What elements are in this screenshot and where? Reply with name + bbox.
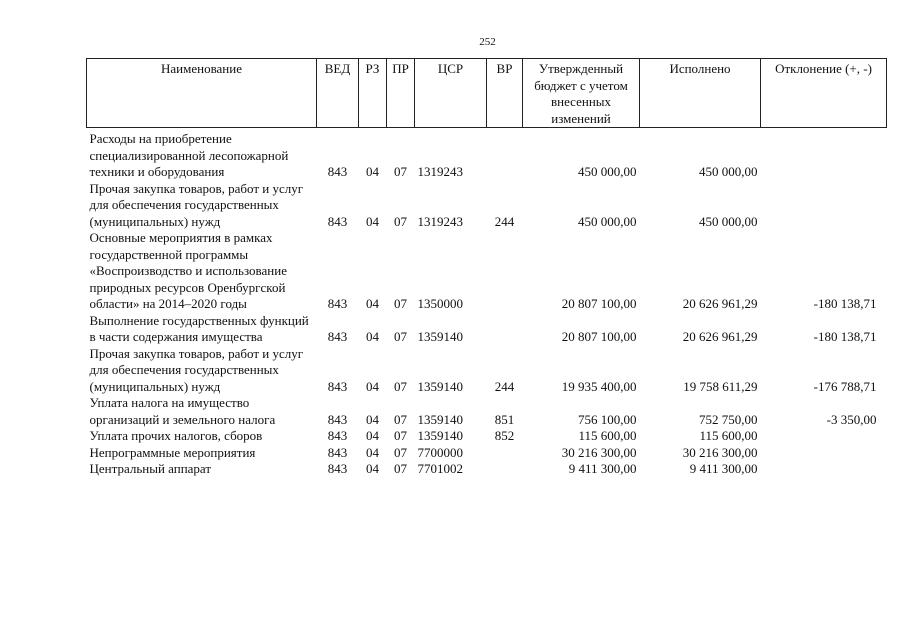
cell-rz: 04 <box>366 428 379 443</box>
cell-pr: 07 <box>394 329 407 344</box>
table-row <box>87 461 887 478</box>
cell-executed: 30 216 300,00 <box>682 444 758 460</box>
cell-rz: 04 <box>366 461 379 476</box>
cell-rz: 04 <box>366 329 379 344</box>
cell-rz: 04 <box>366 444 379 460</box>
header-approved: Утвержденный бюджет с учетом внесенных изменений <box>523 59 640 128</box>
cell-pr: 07 <box>394 378 407 394</box>
cell-ved: 843 <box>327 428 348 443</box>
cell-name: Центральный аппарат <box>89 461 212 476</box>
cell-executed: 450 000,00 <box>699 213 758 229</box>
cell-pr: 07 <box>394 428 407 443</box>
cell-executed: 20 626 961,29 <box>682 329 758 344</box>
table-row <box>87 445 887 462</box>
cell-vr <box>487 128 523 181</box>
table-row <box>87 346 887 396</box>
cell-csr: 1359140 <box>417 411 463 427</box>
cell-ved: 843 <box>327 213 348 229</box>
cell-name: Основные мероприятия в рамках государственной программы «Воспроизводство и использование природных ресурсов Оренбургской области» на 2014–2020 годы <box>89 230 287 311</box>
cell-name: Непрограммные мероприятия <box>89 444 256 460</box>
header-deviation: Отклонение (+, -) <box>761 59 887 128</box>
cell-deviation <box>761 428 887 445</box>
cell-deviation: -180 138,71 <box>813 296 877 311</box>
cell-vr: 852 <box>494 428 515 443</box>
cell-rz: 04 <box>366 213 379 229</box>
cell-executed: 20 626 961,29 <box>682 296 758 311</box>
cell-name: Выполнение государственных функций в части содержания имущества <box>89 312 309 344</box>
cell-approved: 20 807 100,00 <box>561 296 637 311</box>
table-row <box>87 313 887 346</box>
cell-csr: 1319243 <box>417 164 463 179</box>
cell-csr: 1359140 <box>417 428 463 443</box>
cell-pr: 07 <box>394 296 407 311</box>
cell-ved: 843 <box>327 378 348 394</box>
table-header-row <box>87 59 887 128</box>
cell-name: Прочая закупка товаров, работ и услуг для обеспечения государственных (муниципальных) нужд <box>89 180 304 229</box>
cell-executed: 9 411 300,00 <box>689 461 758 476</box>
cell-deviation <box>761 445 887 462</box>
cell-rz: 04 <box>366 296 379 311</box>
cell-approved: 9 411 300,00 <box>568 461 637 476</box>
cell-name: Прочая закупка товаров, работ и услуг для обеспечения государственных (муниципальных) нужд <box>89 345 304 394</box>
table-row <box>87 181 887 231</box>
cell-vr: 244 <box>494 378 515 394</box>
cell-rz: 04 <box>366 378 379 394</box>
cell-executed: 115 600,00 <box>699 428 758 443</box>
cell-csr: 1350000 <box>417 296 463 311</box>
cell-ved: 843 <box>327 461 348 476</box>
cell-vr <box>487 313 523 346</box>
cell-ved: 843 <box>327 444 348 460</box>
cell-pr: 07 <box>394 213 407 229</box>
cell-ved: 843 <box>327 411 348 427</box>
cell-vr: 851 <box>494 411 515 427</box>
header-csr: ЦСР <box>415 59 487 128</box>
cell-approved: 756 100,00 <box>578 411 637 427</box>
table-row <box>87 230 887 313</box>
cell-executed: 752 750,00 <box>699 411 758 427</box>
cell-vr <box>487 461 523 478</box>
cell-vr <box>487 445 523 462</box>
cell-pr: 07 <box>394 444 407 460</box>
cell-ved: 843 <box>327 296 348 311</box>
cell-pr: 07 <box>394 461 407 476</box>
cell-csr: 1359140 <box>417 329 463 344</box>
cell-ved: 843 <box>327 164 348 179</box>
cell-csr: 7701002 <box>417 461 463 476</box>
cell-deviation: -180 138,71 <box>813 329 877 344</box>
page-number: 252 <box>479 36 496 48</box>
table-row <box>87 128 887 181</box>
cell-rz: 04 <box>366 411 379 427</box>
cell-deviation <box>761 181 887 231</box>
cell-deviation <box>761 128 887 181</box>
header-vr: ВР <box>487 59 523 128</box>
cell-csr: 7700000 <box>417 444 463 460</box>
cell-pr: 07 <box>394 411 407 427</box>
cell-approved: 30 216 300,00 <box>561 444 637 460</box>
cell-executed: 19 758 611,29 <box>683 378 758 394</box>
cell-rz: 04 <box>366 164 379 179</box>
header-rz: РЗ <box>359 59 387 128</box>
cell-approved: 450 000,00 <box>578 213 637 229</box>
cell-csr: 1319243 <box>417 213 463 229</box>
table-row <box>87 395 887 428</box>
cell-deviation <box>761 461 887 478</box>
cell-name: Уплата прочих налогов, сборов <box>89 428 263 443</box>
cell-approved: 19 935 400,00 <box>561 378 637 394</box>
cell-name: Расходы на приобретение специализированной лесопожарной техники и оборудования <box>89 131 289 179</box>
cell-deviation: -176 788,71 <box>813 378 877 394</box>
cell-name: Уплата налога на имущество организаций и земельного налога <box>89 395 276 427</box>
cell-deviation: -3 350,00 <box>826 411 877 427</box>
budget-execution-table <box>86 58 887 478</box>
cell-vr <box>487 230 523 313</box>
header-ved: ВЕД <box>317 59 359 128</box>
cell-executed: 450 000,00 <box>699 164 758 179</box>
table-row <box>87 428 887 445</box>
table-body <box>87 128 887 478</box>
cell-vr: 244 <box>494 213 515 229</box>
cell-csr: 1359140 <box>417 378 463 394</box>
header-pr: ПР <box>387 59 415 128</box>
cell-approved: 20 807 100,00 <box>561 329 637 344</box>
cell-approved: 450 000,00 <box>578 164 637 179</box>
cell-ved: 843 <box>327 329 348 344</box>
header-executed: Исполнено <box>640 59 761 128</box>
cell-approved: 115 600,00 <box>578 428 637 443</box>
header-name: Наименование <box>87 59 317 128</box>
cell-pr: 07 <box>394 164 407 179</box>
